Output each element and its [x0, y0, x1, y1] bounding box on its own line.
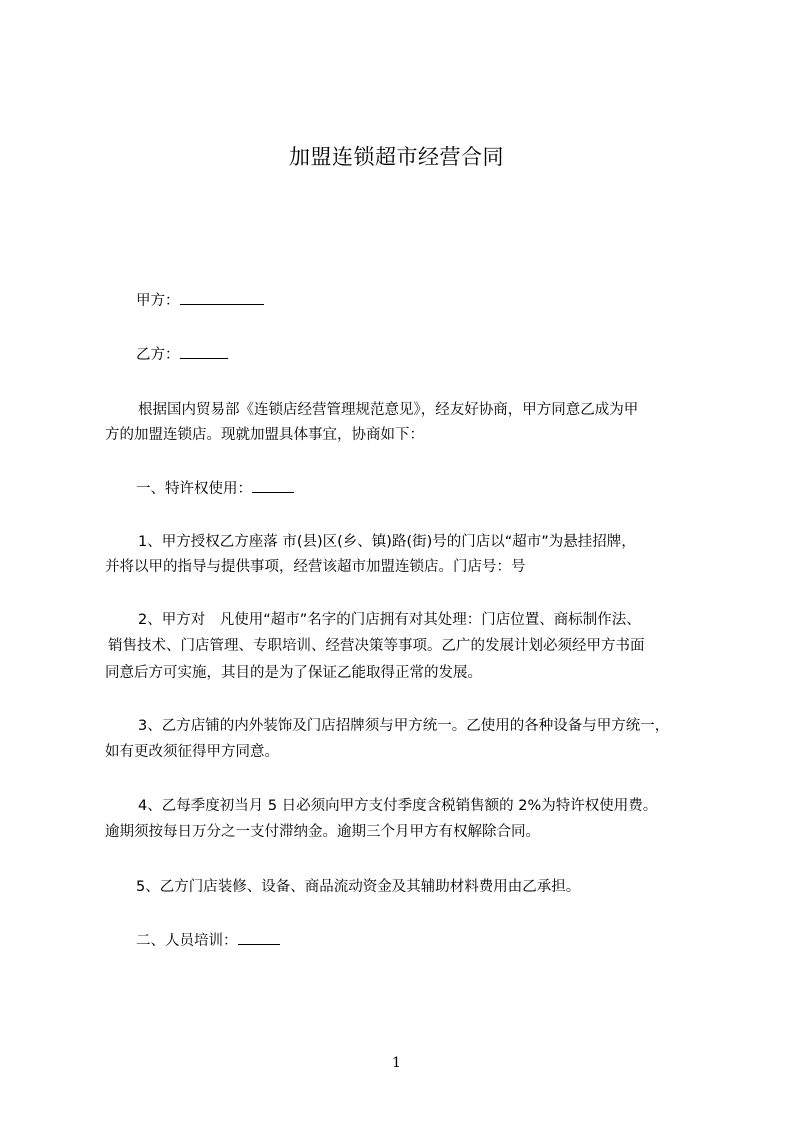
clause-4-line-2: 逾期须按每日万分之一支付滞纳金。逾期三个月甲方有权解除合同。 [105, 824, 540, 840]
section-2-blank[interactable] [238, 930, 280, 945]
intro-line-2: 方的加盟连锁店。现就加盟具体事宜，协商如下： [105, 427, 424, 443]
party-a-line [136, 289, 264, 314]
party-b-line [136, 343, 228, 368]
intro-line-1: 根据国内贸易部《连锁店经营管理规范意见》，经友好协商，甲方同意乙成为甲 [138, 402, 639, 418]
party-b-label: 乙方： [136, 347, 180, 363]
clause-4-line-1: 4、乙每季度初当月 5 日必须向甲方支付季度含税销售额的 2%为特许权使用费。 [138, 798, 658, 814]
party-a-blank[interactable] [180, 290, 264, 305]
clause-2-line-3: 同意后方可实施，其目的是为了保证乙能取得正常的发展。 [105, 665, 482, 681]
clause-3-line-1: 3、乙方店铺的内外装饰及门店招牌须与甲方统一。乙使用的各种设备与甲方统一， [138, 718, 670, 734]
clause-1-line-2: 并将以甲的指导与提供事项，经营该超市加盟连锁店。门店号：号 [105, 559, 526, 575]
clause-1-line-1: 1、甲方授权乙方座落 市(县)区(乡、镇)路(街)号的门店以“超市”为悬挂招牌， [138, 534, 636, 550]
section-1-blank[interactable] [252, 478, 294, 493]
clause-2-line-1: 2、甲方对 凡使用“超市”名字的门店拥有对其处理：门店位置、商标制作法、 [138, 612, 641, 628]
section-1-heading-line [136, 477, 294, 502]
section-2-heading: 二、人员培训： [136, 933, 238, 949]
page-title: 加盟连锁超市经营合同 [289, 145, 504, 169]
party-b-blank[interactable] [180, 344, 228, 359]
clause-3-line-2: 如有更改须征得甲方同意。 [105, 744, 279, 760]
section-2-heading-line [136, 929, 280, 954]
page-number: 1 [392, 1055, 401, 1071]
clause-2-line-2: 销售技术、门店管理、专职培训、经营决策等事项。乙广的发展计划必须经甲方书面 [108, 638, 645, 654]
party-a-label: 甲方： [136, 293, 180, 309]
clause-5-line-1: 5、乙方门店装修、设备、商品流动资金及其辅助材料费用由乙承担。 [136, 879, 581, 895]
section-1-heading: 一、特许权使用： [136, 481, 252, 497]
